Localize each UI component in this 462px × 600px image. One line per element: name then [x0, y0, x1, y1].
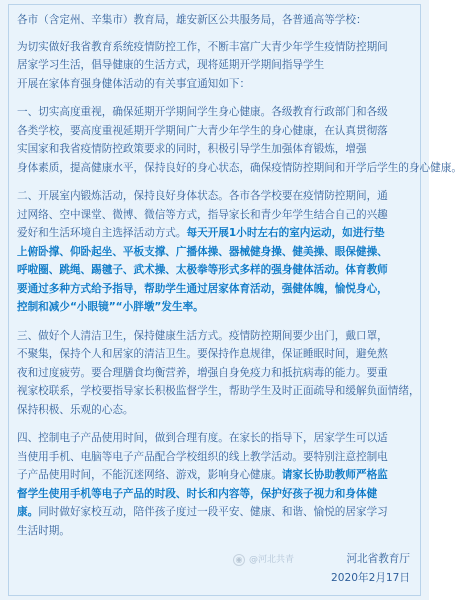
- section-three-line: 夜和过度疲劳。要合理膳食均衡营养，增强自身免疫力和抵抗病毒的能力。要重: [17, 366, 388, 379]
- section-four-line: [17, 503, 412, 522]
- section-three-line: 视家校联系，学校要指导家长积极监督学生，帮助学生及时正面疏导和缓解负面情绪，: [17, 385, 420, 397]
- signature-org: 河北省教育厅: [346, 553, 410, 565]
- section-four-text: 子产品使用时间，不能沉迷网络、游戏，影响身心健康。: [17, 469, 282, 481]
- section-four-highlight-line: 督学生使用手机等电子产品的时段、时长和内容等，保护好孩子视力和身体健: [17, 487, 378, 500]
- section-three-line: 不聚集，保持个人和居家的清洁卫生。要保持作息规律，保证睡眠时间，避免熬: [17, 348, 388, 360]
- section-one-line: 身体素质，提高健康水平，保持良好的身心状态，确保疫情防控期间和开学后学生的身心健康。: [17, 161, 462, 174]
- body-line: 为切实做好我省教育系统疫情防控工作，不断丰富广大青少年学生疫情防控期间: [17, 40, 388, 53]
- section-one-line: 实国家和我省疫情防控政策要求的同时，积极引导学生加强体育锻炼，增强: [17, 143, 367, 155]
- section-four-line: 四、控制电子产品使用时间，做到合理有度。在家长的指导下，居家学生可以适: [17, 432, 388, 444]
- section-one-line: 一、切实高度重视，确保延期开学期间学生身心健康。各级教育行政部门和各级: [17, 106, 388, 118]
- section-two-highlight-line: 上俯卧撑、仰卧起坐、平板支撑、广播体操、器械健身操、健美操、眼保健操、: [17, 245, 388, 258]
- section-two-line: 过网络、空中课堂、微博、微信等方式，指导家长和青少年学生结合自己的兴趣: [17, 208, 388, 221]
- section-two-highlight-line: 要通过多种方式给予指导，帮助学生通过居家体育活动，强健体魄，愉悦身心，: [17, 282, 388, 295]
- section-four-line: [17, 466, 412, 485]
- section-two-highlight: 每天开展1小时左右的室内运动，如进行垫: [186, 227, 385, 239]
- section-two-text: 爱好和生活环境自主选择活动方式。: [17, 227, 187, 239]
- weibo-icon: ◉: [233, 554, 245, 566]
- signature-block: [250, 550, 410, 587]
- section-four-highlight: 请家长协助教师严格监: [281, 469, 388, 481]
- section-four-line: 当使用手机、电脑等电子产品配合学校组织的线上教学活动。要特别注意控制电: [17, 450, 388, 463]
- section-two-line: 二、开展室内锻炼活动，保持良好身体状态。各市各学校要在疫情防控期间，通: [17, 190, 388, 202]
- signature-date: 2020年2月17日: [331, 571, 410, 584]
- section-three-line: 三、做好个人清洁卫生，保持健康生活方式。疫情防控期间要少出门，戴口罩，: [17, 329, 388, 342]
- body-line: 开展在家体育强身健体活动的有关事宜通知如下：: [17, 77, 251, 90]
- section-two-highlight-line: 控制和减少“小眼镜”“小胖墩”发生率。: [17, 301, 204, 313]
- recipient-line: 各市（含定州、辛集市）教育局，雄安新区公共服务局，各普通高等学校：: [17, 14, 367, 26]
- section-four-text: 同时做好家校互动，陪伴孩子度过一段平安、健康、和谐、愉悦的居家学习: [38, 506, 388, 518]
- body-line: 居家学习生活，倡导健康的生活方式，现将延期开学期间指导学生: [17, 59, 325, 71]
- section-two-highlight-line: 呼啦圈、跳绳、踢毽子、武术操、太极拳等形式多样的强身健体活动。体育教师: [17, 264, 388, 276]
- section-four-highlight: 康。: [17, 506, 39, 518]
- document-content: [8, 4, 462, 596]
- section-two-line: [17, 224, 412, 243]
- section-one-line: 各类学校，要高度重视延期开学期间广大青少年学生的身心健康，在认真贯彻落: [17, 124, 388, 137]
- section-three-line: 保持积极、乐观的心态。: [17, 403, 134, 416]
- watermark-text: @河北共青: [248, 555, 294, 565]
- section-four-line: 生活时期。: [17, 524, 70, 537]
